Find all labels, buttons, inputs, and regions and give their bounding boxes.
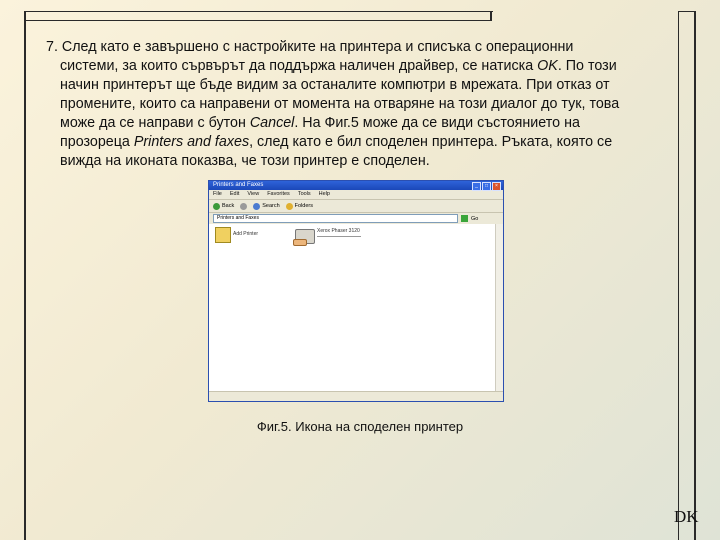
paragraph-line-2-tail: . По този	[557, 58, 617, 74]
window-controls	[472, 182, 501, 191]
instruction-paragraph	[46, 38, 666, 171]
menu-tools: Tools	[297, 191, 311, 197]
folders-label: Folders	[294, 203, 314, 209]
paragraph-line-6-a: прозореца	[60, 134, 134, 150]
frame-right-inner	[694, 11, 696, 540]
folders-button	[286, 200, 313, 212]
figure-caption: Фиг.5. Икона на споделен принтер	[256, 419, 464, 434]
paragraph-line-1: 7. След като е завършено с настройките на принтера и списъка с операционни	[46, 39, 574, 55]
corner-mark: DK	[674, 507, 699, 526]
paragraph-line-2	[46, 57, 666, 76]
forward-icon	[240, 203, 247, 210]
menu-edit: Edit	[229, 191, 240, 197]
cancel-term: Cancel	[249, 115, 295, 131]
paragraph-line-5-b: . На Фиг.5 може да се види състоянието на	[294, 115, 580, 131]
paragraph-line-5	[46, 114, 666, 133]
ok-term: OK	[537, 58, 558, 74]
menu-help: Help	[318, 191, 330, 197]
search-icon	[253, 203, 260, 210]
minimize-icon: _	[472, 182, 481, 191]
maximize-icon: □	[482, 182, 491, 191]
window-titlebar	[209, 181, 503, 190]
menu-file: File	[213, 191, 222, 197]
search-label: Search	[262, 203, 280, 209]
add-printer-label: Add Printer	[233, 231, 259, 237]
paragraph-line-7: вижда на иконата показва, че този принтер е споделен.	[60, 153, 430, 169]
window-menubar	[209, 190, 503, 200]
paragraph-line-6-b: , след като е бил споделен принтера. Ръката, която се	[249, 134, 613, 150]
frame-top-inner	[24, 20, 492, 21]
printer-status-line	[317, 236, 361, 237]
menu-favorites: Favorites	[267, 191, 290, 197]
frame-left	[24, 11, 26, 540]
window-toolbar	[209, 200, 503, 213]
search-button	[253, 200, 279, 212]
paragraph-line-6	[46, 133, 666, 152]
go-label: Go	[471, 215, 479, 222]
frame-top-end	[490, 11, 492, 20]
close-icon: ×	[492, 182, 501, 191]
folder-icon	[286, 203, 293, 210]
add-printer-icon	[215, 227, 231, 243]
go-icon	[461, 215, 468, 222]
address-field: Printers and Faxes	[213, 214, 458, 223]
back-label: Back	[222, 203, 235, 209]
back-button	[213, 200, 234, 212]
vertical-scrollbar	[495, 224, 503, 391]
paragraph-line-3: начин принтерът ще бъде видим за останалите компютри в мрежата. При отказ от	[60, 77, 610, 93]
paragraph-line-2-text: системи, за които сървърът да поддържа наличен драйвер, се натиска	[60, 58, 538, 74]
back-icon	[213, 203, 220, 210]
paragraph-line-4: промените, които са направени от момента на отваряне на този диалог до тук, това	[60, 96, 620, 112]
printers-window-screenshot	[208, 180, 504, 402]
shared-hand-icon	[293, 239, 307, 246]
window-content	[209, 224, 495, 391]
frame-right-outer	[678, 11, 679, 540]
printers-and-faxes-term: Printers and faxes	[133, 134, 250, 150]
window-title: Printers and Faxes	[213, 182, 264, 188]
window-statusbar	[209, 391, 503, 401]
frame-right-top	[678, 11, 696, 12]
printer-label: Xerox Phaser 3120	[317, 228, 360, 234]
paragraph-line-5-a: може да се направи с бутон	[60, 115, 250, 131]
menu-view: View	[247, 191, 260, 197]
